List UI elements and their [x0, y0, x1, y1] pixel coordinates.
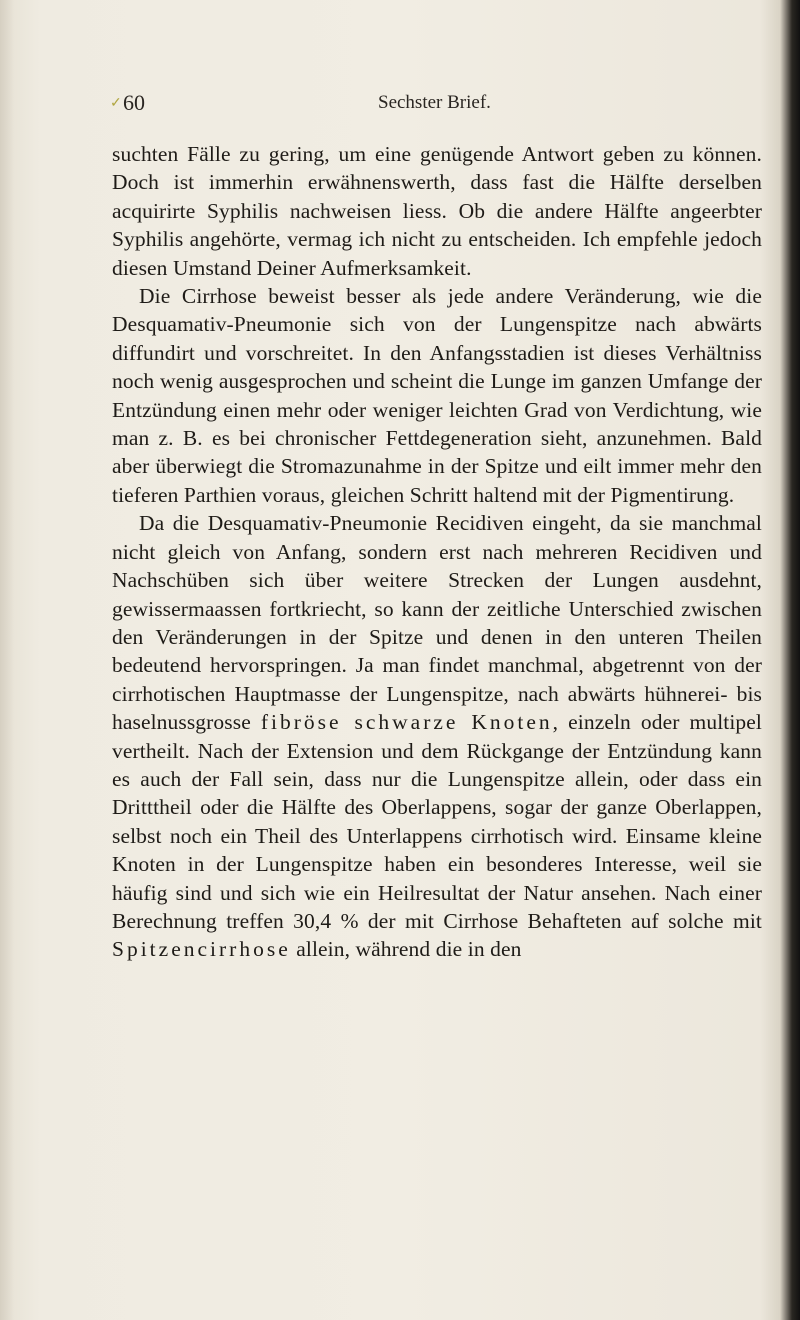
- pencil-mark-icon: ✓: [110, 95, 122, 111]
- paragraph-3-part-b: , einzeln oder multipel vertheilt. Nach der Extension und dem Rückgange der Entzündung kann es auch der Fall sein, dass nur die Lungenspitze allein, oder dass ein Dritttheil oder die Hälfte des Oberlappens, sogar der ganze Oberlappen, selbst noch ein Theil des Unterlappens cirrhotisch wird. Einsame kleine Knoten in der Lungenspitze haben ein besonderes Interesse, weil sie häufig sind und sich wie ein Heilresultat der Natur ansehen. Nach einer Berechnung treffen 30,4 % der mit Cirrhose Behafteten auf solche mit: [112, 710, 762, 933]
- paragraph-2: Die Cirrhose beweist besser als jede andere Veränderung, wie die Desquamativ-Pneumonie sich von der Lungenspitze nach abwärts diffundirt und vorschreitet. In den Anfangsstadien ist dieses Verhältniss noch wenig ausgesprochen und scheint die Lunge im ganzen Umfange der Entzündung einen mehr oder weniger leichten Grad von Verdichtung, wie man z. B. es bei chronischer Fettdegeneration sieht, anzunehmen. Bald aber überwiegt die Stromazunahme in der Spitze und eilt immer mehr den tieferen Parthien voraus, gleichen Schritt haltend mit der Pigmentirung.: [112, 284, 762, 507]
- running-head: Sechster Brief.: [378, 92, 491, 113]
- paragraph-3-part-a: Da die Desquamativ-Pneumonie Recidiven eingeht, da sie manchmal nicht gleich von Anfang, sondern erst nach mehreren Recidiven und Nachschüben sich über weitere Strecken der Lungen ausdehnt, gewissermaassen fortkriecht, so kann der zeitliche Unterschied zwischen den Veränderungen in der Spitze und denen in den unteren Theilen bedeutend hervorspringen. Ja man findet manchmal, abgetrennt von der cirrhotischen Hauptmasse der Lungenspitze, nach abwärts hühnerei- bis haselnussgrosse: [112, 511, 762, 735]
- body-text: [112, 140, 762, 964]
- page-gutter-shadow: [0, 0, 14, 1320]
- paragraph-3: [112, 509, 762, 964]
- emphasis-spitzencirrhose: Spitzencirrhose: [112, 937, 291, 962]
- paragraph-3-part-c: allein, während die in den: [296, 937, 522, 962]
- page-number: 60: [123, 90, 145, 115]
- page-header: [0, 90, 800, 120]
- emphasis-fibroese-knoten: fibröse schwarze Knoten: [260, 710, 553, 735]
- paragraph-1: suchten Fälle zu gering, um eine genügende Antwort geben zu können. Doch ist immerhin erwähnenswerth, dass fast die Hälfte derselben acquirirte Syphilis nachweisen liess. Ob die andere Hälfte angeerbter Syphilis angehörte, vermag ich nicht zu entscheiden. Ich empfehle jedoch diesen Umstand Deiner Aufmerksamkeit.: [112, 142, 762, 280]
